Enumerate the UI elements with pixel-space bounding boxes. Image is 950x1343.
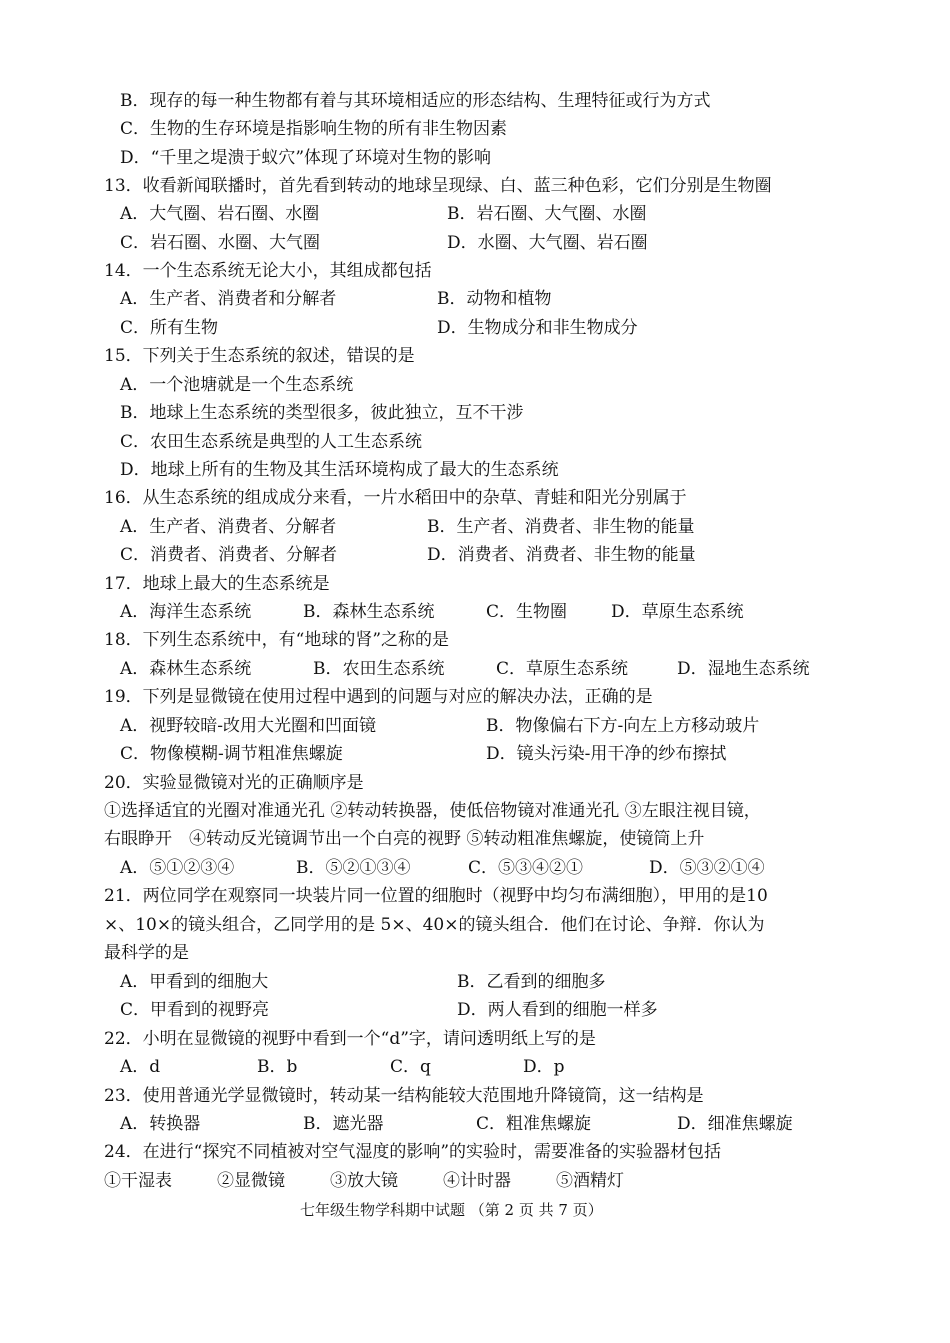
q19-option-c: C．物像模糊-调节粗准焦螺旋 [120, 744, 343, 764]
q13-stem: 13．收看新闻联播时，首先看到转动的地球呈现绿、白、蓝三种色彩，它们分别是生物圈 [104, 176, 772, 196]
q19-stem: 19．下列是显微镜在使用过程中遇到的问题与对应的解决办法，正确的是 [104, 687, 653, 707]
q21-option-b: B．乙看到的细胞多 [457, 972, 606, 992]
q15-option-a: A．一个池塘就是一个生态系统 [120, 375, 354, 395]
q12-option-b: B．现存的每一种生物都有着与其环境相适应的形态结构、生理特征或行为方式 [120, 91, 711, 111]
q24-item-3: ③放大镜 [330, 1171, 398, 1191]
q19-option-b: B．物像偏右下方-向左上方移动玻片 [486, 716, 760, 736]
q14-option-c: C．所有生物 [120, 318, 219, 338]
q18-option-b: B．农田生态系统 [313, 659, 445, 679]
q20-option-d: D．⑤③②①④ [649, 858, 765, 878]
q16-option-d: D．消费者、消费者、非生物的能量 [427, 545, 696, 565]
q16-option-a: A．生产者、消费者、分解者 [120, 517, 337, 537]
q14-option-b: B．动物和植物 [437, 289, 552, 309]
q24-item-1: ①干湿表 [104, 1171, 172, 1191]
q21-option-d: D．两人看到的细胞一样多 [457, 1000, 658, 1020]
q21-stem-line-1: 21．两位同学在观察同一块装片同一位置的细胞时（视野中均匀布满细胞），甲用的是10 [104, 886, 768, 906]
q24-stem: 24．在进行“探究不同植被对空气湿度的影响”的实验时，需要准备的实验器材包括 [104, 1142, 722, 1162]
q17-option-b: B．森林生态系统 [303, 602, 435, 622]
q20-option-c: C．⑤③④②① [468, 858, 584, 878]
q20-stem: 20．实验显微镜对光的正确顺序是 [104, 773, 364, 793]
q24-item-2: ②显微镜 [217, 1171, 285, 1191]
q23-option-b: B．遮光器 [303, 1114, 384, 1134]
q24-item-5: ⑤酒精灯 [556, 1171, 624, 1191]
q15-option-d: D．地球上所有的生物及其生活环境构成了最大的生态系统 [120, 460, 559, 480]
q22-option-d: D．p [523, 1057, 565, 1077]
q16-option-b: B．生产者、消费者、非生物的能量 [427, 517, 695, 537]
q15-option-b: B．地球上生态系统的类型很多，彼此独立，互不干涉 [120, 403, 524, 423]
q20-option-b: B．⑤②①③④ [296, 858, 411, 878]
q21-stem-line-2: ×、10×的镜头组合，乙同学用的是 5×、40×的镜头组合．他们在讨论、争辩．你认为 [104, 915, 765, 935]
q18-stem: 18．下列生态系统中，有“地球的肾”之称的是 [104, 630, 450, 650]
q13-option-b: B．岩石圈、大气圈、水圈 [447, 204, 647, 224]
q18-option-a: A．森林生态系统 [120, 659, 252, 679]
q22-option-c: C．q [390, 1057, 431, 1077]
q15-stem: 15．下列关于生态系统的叙述，错误的是 [104, 346, 415, 366]
q19-option-a: A．视野较暗-改用大光圈和凹面镜 [120, 716, 377, 736]
q23-stem: 23．使用普通光学显微镜时，转动某一结构能较大范围地升降镜筒，这一结构是 [104, 1086, 704, 1106]
q23-option-c: C．粗准焦螺旋 [476, 1114, 592, 1134]
q20-steps-line-1: ①选择适宜的光圈对准通光孔 ②转动转换器，使低倍物镜对准通光孔 ③左眼注视目镜， [104, 801, 761, 821]
q24-item-4: ④计时器 [443, 1171, 511, 1191]
q13-option-a: A．大气圈、岩石圈、水圈 [120, 204, 320, 224]
q14-option-a: A．生产者、消费者和分解者 [120, 289, 337, 309]
q20-option-a: A．⑤①②③④ [120, 858, 235, 878]
q17-option-d: D．草原生态系统 [611, 602, 744, 622]
q16-option-c: C．消费者、消费者、分解者 [120, 545, 338, 565]
q22-option-a: A．d [120, 1057, 161, 1077]
q18-option-d: D．湿地生态系统 [677, 659, 810, 679]
q12-option-d: D．“千里之堤溃于蚁穴”体现了环境对生物的影响 [120, 148, 492, 168]
q21-stem-line-3: 最科学的是 [104, 943, 189, 963]
q13-option-c: C．岩石圈、水圈、大气圈 [120, 233, 321, 253]
q12-option-c: C．生物的生存环境是指影响生物的所有非生物因素 [120, 119, 508, 139]
q17-option-a: A．海洋生态系统 [120, 602, 252, 622]
q23-option-a: A．转换器 [120, 1114, 201, 1134]
q17-option-c: C．生物圈 [486, 602, 568, 622]
q14-stem: 14．一个生态系统无论大小，其组成都包括 [104, 261, 432, 281]
q16-stem: 16．从生态系统的组成成分来看，一片水稻田中的杂草、青蛙和阳光分别属于 [104, 488, 687, 508]
q15-option-c: C．农田生态系统是典型的人工生态系统 [120, 432, 423, 452]
page-footer: 七年级生物学科期中试题 （第 2 页 共 7 页） [300, 1201, 603, 1219]
q19-option-d: D．镜头污染-用干净的纱布擦拭 [486, 744, 727, 764]
q22-stem: 22．小明在显微镜的视野中看到一个“d”字，请问透明纸上写的是 [104, 1029, 596, 1049]
q22-option-b: B．b [257, 1057, 298, 1077]
q18-option-c: C．草原生态系统 [496, 659, 629, 679]
q21-option-a: A．甲看到的细胞大 [120, 972, 269, 992]
q20-steps-line-2: 右眼睁开 ④转动反光镜调节出一个白亮的视野 ⑤转动粗准焦螺旋，使镜筒上升 [104, 829, 705, 849]
q21-option-c: C．甲看到的视野亮 [120, 1000, 270, 1020]
q17-stem: 17．地球上最大的生态系统是 [104, 574, 330, 594]
q13-option-d: D．水圈、大气圈、岩石圈 [447, 233, 648, 253]
q23-option-d: D．细准焦螺旋 [677, 1114, 793, 1134]
q14-option-d: D．生物成分和非生物成分 [437, 318, 638, 338]
